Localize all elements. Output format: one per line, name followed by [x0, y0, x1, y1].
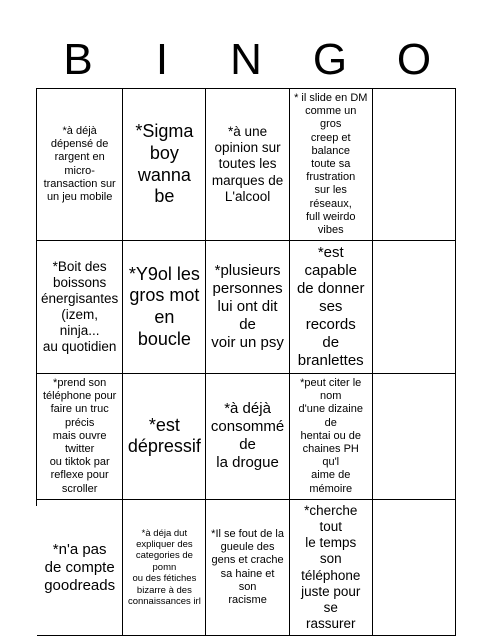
bingo-cell[interactable] [373, 241, 456, 374]
bingo-cell[interactable] [206, 241, 289, 374]
bingo-cell[interactable] [206, 500, 289, 636]
cell-text: *peut citer le nom d'une dizaine de hentai ou de chaines PH qu'l aime de mémoire [298, 377, 363, 495]
cell-text: *Boit des boissons énergisantes (izem, ninja... au quotidien [41, 258, 119, 355]
header-letter-g: G [312, 35, 348, 84]
bingo-cell[interactable] [37, 500, 123, 636]
cell-text: *cherche tout le temps son téléphone juste pour se rassurer [301, 502, 361, 632]
cell-text: *à déjà consommé de la drogue [210, 400, 285, 472]
bingo-cell[interactable] [373, 89, 456, 241]
bingo-cell[interactable] [290, 500, 373, 636]
bingo-cell[interactable] [123, 241, 206, 374]
bingo-cell[interactable] [290, 241, 373, 374]
bingo-cell[interactable] [123, 500, 206, 636]
cell-text: *à déja dut expliquer des categories de pomn ou des fétiches bizarre à des connaissances irl [127, 527, 201, 607]
cell-text: *est dépressif [127, 414, 201, 457]
bingo-cell[interactable] [206, 374, 289, 500]
bingo-header [36, 34, 456, 86]
cell-text: *plusieurs personnes lui ont dit de voir un psy [211, 262, 284, 352]
header-letter-b: B [63, 35, 93, 84]
cell-text: *n'a pas de compte goodreads [44, 540, 116, 594]
cell-text: * il slide en DM comme un gros creep et balance toute sa frustration sur les réseaux, full weirdo vibes [294, 92, 368, 236]
cell-text: *à une opinion sur toutes les marques de L'alcool [211, 124, 284, 204]
bingo-cell[interactable] [290, 374, 373, 500]
cell-text: *est capable de donner ses records de branlettes [296, 244, 365, 370]
bingo-cell[interactable] [206, 89, 289, 241]
bingo-cell[interactable] [373, 374, 456, 500]
cell-text: *Y9ol les gros mot en boucle [128, 263, 200, 349]
bingo-cell[interactable] [373, 500, 456, 636]
bingo-cell[interactable] [37, 374, 123, 500]
bingo-cell[interactable] [290, 89, 373, 241]
header-letter-i: I [155, 35, 169, 84]
header-letter-o: O [396, 35, 432, 84]
bingo-cell[interactable] [123, 89, 206, 241]
bingo-cell[interactable] [123, 374, 206, 500]
cell-text: *Il se fout de la gueule des gens et crache sa haine et son racisme [211, 527, 284, 606]
bingo-board [36, 88, 456, 632]
bingo-cell[interactable] [37, 241, 123, 374]
cell-text: *à déjà dépensé de rargent en micro- transaction sur un jeu mobile [43, 124, 116, 203]
cell-text: *prend son téléphone pour faire un truc précis mais ouvre twitter ou tiktok par reflexe pour scroller [42, 377, 117, 495]
cell-text: *Sigma boy wanna be [135, 121, 194, 207]
bingo-cell[interactable] [37, 89, 123, 241]
header-letter-n: N [230, 35, 262, 84]
